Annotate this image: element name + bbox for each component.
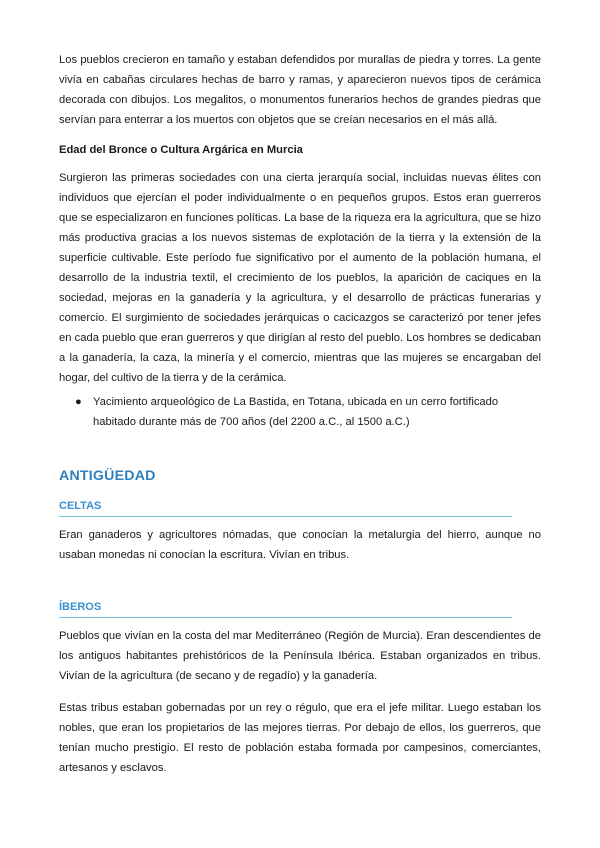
iberos-paragraph-2: Estas tribus estaban gobernadas por un rey o régulo, que era el jefe militar. Luego estaban los nobles, que eran los propietarios de las mejores tierras. Por debajo de ellos, los guerreros, que tenían mucho prestigio. El resto de población estaba formada por campesinos, comerciantes, artesanos y esclavos. [59, 702, 541, 774]
bronze-age-subtitle: Edad del Bronce o Cultura Argárica en Murcia [59, 144, 303, 156]
intro-paragraph: Los pueblos crecieron en tamaño y estaban defendidos por murallas de piedra y torres. La gente vivía en cabañas circulares hechas de barro y ramas, y aparecieron nuevos tipos de cerámica decorada con dibujos. Los megalitos, o monumentos funerarios hechos de grandes piedras que servían para enterrar a los muertos con objetos que se creían necesarios en el más allá. [59, 54, 541, 126]
celtas-heading: CELTAS [59, 500, 102, 512]
bronze-age-paragraph: Surgieron las primeras sociedades con una cierta jerarquía social, incluidas nuevas élites con individuos que ejercían el poder individualmente o en pequeños grupos. Estos eran guerreros que se especializaron en funciones políticas. La base de la riqueza era la agricultura, que se hizo más productiva gracias a los nuevos sistemas de explotación de la tierra y la extensión de la superficie cultivable. Este período fue significativo por el aumento de la población humana, el desarrollo de la industria textil, el crecimiento de los pueblos, la aparición de caciques en la sociedad, mejoras en la ganadería y la agricultura, y el desarrollo de prácticas funerarias y comercio. El surgimiento de sociedades jerárquicas o cacicazgos se caracterizó por tener jefes en cada pueblo que eran guerreros y que dirigían al resto del pueblo. Los hombres se dedicaban a la ganadería, la caza, la minería y el comercio, mientras que las mujeres se encargaban del hogar, del cultivo de la tierra y de la cerámica. [59, 172, 541, 384]
bullet-list [59, 392, 541, 432]
iberos-paragraph-1: Pueblos que vivían en la costa del mar Mediterráneo (Región de Murcia). Eran descendientes de los antiguos habitantes prehistóricos de la Península Ibérica. Estaban organizados en tribus. Vivían de la agricultura (de secano y de regadío) y la ganadería. [59, 630, 541, 682]
celtas-heading-rule [59, 498, 512, 517]
page-content [59, 50, 541, 778]
celtas-paragraph: Eran ganaderos y agricultores nómadas, que conocían la metalurgia del hierro, aunque no usaban monedas ni conocían la escritura. Vivían en tribus. [59, 529, 541, 561]
bullet-text: Yacimiento arqueológico de La Bastida, en Totana, ubicada en un cerro fortificado habitado durante más de 700 años (del 2200 a.C., al 1500 a.C.) [93, 396, 499, 428]
iberos-heading: ÍBEROS [59, 601, 102, 613]
iberos-heading-rule [59, 599, 512, 618]
list-item [59, 392, 541, 432]
bullet-dot-icon: ● [75, 396, 82, 408]
section-title-antiguedad: ANTIGÜEDAD [59, 468, 156, 484]
